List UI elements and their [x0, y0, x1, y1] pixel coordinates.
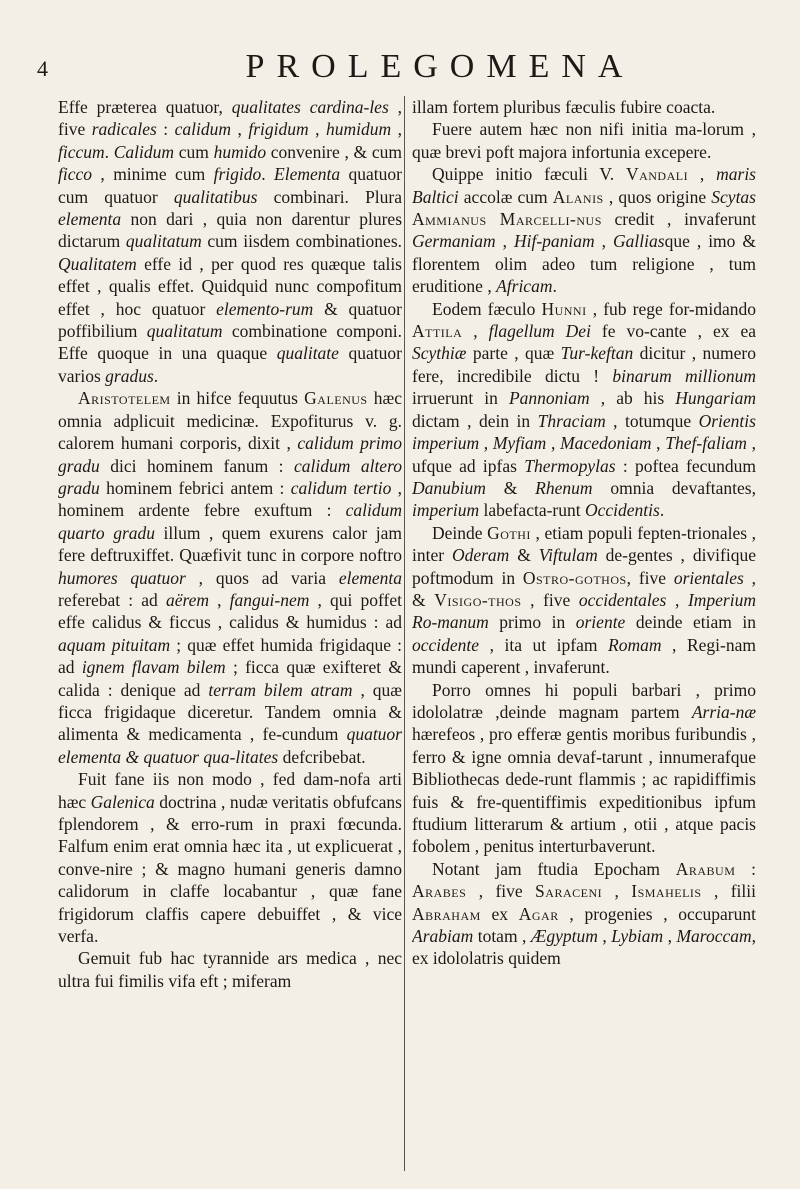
- text-run: ,: [688, 164, 717, 185]
- text-run: Effe prӕterea quatuor,: [58, 97, 232, 117]
- text-run: , quos ad varia: [185, 567, 339, 588]
- text-run: , five: [466, 881, 536, 902]
- text-run: ,: [479, 433, 493, 454]
- italic-text: elementa: [58, 209, 122, 230]
- paragraph: [412, 118, 756, 163]
- italic-text: frigido: [213, 164, 262, 185]
- text-run: Fuere autem hӕc non nifi initia ma-lorum , quӕ brevi poft majora infortunia excepere.: [412, 119, 756, 162]
- italic-text: binarum millionum: [612, 365, 756, 386]
- text-run: dicitur , numero fere, incredibile dictu !: [412, 343, 756, 386]
- text-run: , ab his: [589, 388, 676, 409]
- text-run: , hominem ardente febre exuftum :: [58, 477, 402, 521]
- text-run: Notant jam ftudia Epocham: [432, 858, 676, 879]
- left-column: [58, 96, 402, 1176]
- italic-text: Thef-faliam: [665, 433, 747, 454]
- text-run: ,: [462, 321, 489, 342]
- italic-text: Gallias: [613, 231, 665, 252]
- text-run: , qui poffet effe calidus & ficcus , calidus & humidus : ad: [58, 589, 402, 633]
- paragraph: [58, 96, 402, 387]
- italic-text: Lybiam: [611, 926, 664, 947]
- text-run: Porro omnes hi populi barbari , primo idololatrӕ ,deinde magnam partem: [412, 679, 756, 722]
- text-run: in hifce fequutus: [170, 388, 305, 409]
- text-run: primo in: [488, 612, 576, 633]
- italic-text: Myfiam: [492, 433, 547, 454]
- text-run: .: [104, 141, 114, 162]
- text-run: illam fortem pluribus fӕculis fubire coacta.: [412, 97, 716, 117]
- italic-text: frigidum: [248, 119, 309, 140]
- italic-text: Scytas: [711, 186, 756, 207]
- italic-text: Maroccam: [676, 926, 752, 947]
- italic-text: qualitatum: [146, 321, 223, 342]
- italic-text: ficco: [58, 164, 93, 185]
- text-run: Gemuit fub hac tyrannide ars medica , nec ultra fui fimilis vifa eft ; miferam: [58, 948, 402, 991]
- italic-text: Elementa: [274, 164, 341, 185]
- text-run: omnia devaftantes,: [592, 477, 756, 498]
- text-run: Deinde: [432, 522, 488, 543]
- text-run: deinde etiam in: [625, 612, 756, 633]
- italic-text: Rhenum: [535, 477, 593, 498]
- small-caps-name: Attila: [412, 321, 463, 342]
- small-caps-name: Hunni: [541, 298, 587, 319]
- text-run: Quippe initio fӕculi V.: [432, 164, 626, 185]
- text-run: doctrina , nudӕ veritatis obfufcans fplendorem , & erro-rum in praxi fœcunda. Falfum enim erat omnia hӕc ita , ut explicuerat , conve-nire ; & magno humani generis damno calidorum in claffe locabantur , quӕ fane frigidorum claffis capere debuiffet , & vice verfa.: [58, 791, 402, 947]
- paragraph: [412, 522, 756, 679]
- italic-text: radicales: [91, 119, 157, 140]
- running-title: PROLEGOMENA: [245, 48, 635, 85]
- italic-text: fangui-nem: [229, 589, 310, 610]
- italic-text: Imperium Ro-manum: [412, 589, 756, 633]
- paragraph: [58, 387, 402, 768]
- italic-text: Tur-keftan: [560, 343, 634, 364]
- small-caps-name: Visigo-thos: [434, 589, 522, 610]
- text-run: quatuor cum quatuor: [58, 164, 402, 207]
- text-run: combinatione componi. Effe quoque in una quaque: [58, 321, 402, 364]
- text-run: non dari , quia non darentur plures dictarum: [58, 209, 402, 252]
- italic-text: quatuor elementa & quatuor qua-litates: [58, 724, 402, 767]
- page-number: 4: [37, 56, 48, 81]
- italic-text: elementa: [338, 567, 402, 588]
- text-run: ,: [602, 881, 632, 902]
- small-caps-name: Gothi: [487, 522, 531, 543]
- text-run: dici hominem fanum :: [99, 455, 294, 476]
- text-run: ,: [651, 433, 666, 454]
- text-run: .: [261, 164, 275, 185]
- text-run: , fub rege for-midando: [586, 298, 756, 319]
- paragraph: [412, 298, 756, 522]
- paragraph: [412, 96, 756, 118]
- italic-text: Arria-nӕ: [691, 701, 756, 722]
- text-run: cum: [174, 141, 214, 162]
- italic-text: Hif-paniam: [513, 231, 595, 252]
- italic-text: Oderam: [451, 545, 510, 566]
- text-run: :: [156, 119, 175, 140]
- text-run: irruerunt in: [412, 388, 509, 409]
- small-caps-name: Ostro-gothos: [522, 567, 627, 588]
- italic-text: Viftulam: [538, 545, 598, 566]
- text-run: &: [485, 477, 536, 498]
- text-run: , quos origine: [603, 186, 712, 207]
- text-run: dictam , dein in: [412, 410, 538, 431]
- italic-text: terram bilem atram: [208, 679, 353, 700]
- small-caps-name: Arabum: [675, 858, 736, 879]
- italic-text: calidum: [174, 119, 232, 140]
- italic-text: ficcum: [58, 141, 105, 162]
- italic-text: Hungariam: [675, 388, 756, 409]
- paragraph: [412, 679, 756, 858]
- text-run: & quatuor poffibilium: [58, 298, 402, 342]
- italic-text: Galenica: [90, 791, 155, 812]
- text-run: , totumque: [605, 410, 699, 431]
- small-caps-name: Ismahelis: [631, 881, 702, 902]
- text-run: ,: [663, 926, 677, 947]
- text-run: defcribebat.: [278, 746, 366, 767]
- text-run: , minime cum: [92, 164, 214, 185]
- italic-text: Pannoniam: [508, 388, 590, 409]
- text-run: : poftea fecundum: [615, 455, 756, 476]
- paragraph: [412, 858, 756, 970]
- italic-text: aërem: [165, 589, 210, 610]
- text-run: accolӕ cum: [458, 186, 553, 207]
- small-caps-name: Aristotelem: [78, 388, 171, 409]
- text-run: cum iisdem combinationes.: [201, 231, 402, 252]
- italic-text: Ægyptum: [530, 926, 598, 947]
- small-caps-name: Vandali: [625, 164, 689, 185]
- italic-text: elemento-rum: [216, 298, 314, 319]
- italic-text: humores quatuor: [58, 567, 186, 588]
- page-header: [0, 48, 800, 92]
- italic-text: maris Baltici: [412, 164, 756, 207]
- text-run: labefacta-runt: [479, 500, 585, 521]
- text-run: Eodem fӕculo: [432, 298, 542, 319]
- italic-text: Orientis imperium: [412, 410, 756, 454]
- text-run: , ufque ad ipfas: [412, 433, 756, 476]
- italic-text: Romam: [608, 634, 662, 655]
- italic-text: Occidentis: [584, 500, 660, 521]
- small-caps-name: Arabes: [412, 881, 467, 902]
- text-run: , Regi-nam mundi caperent , invaferunt.: [412, 634, 756, 678]
- italic-text: calidum tertio: [290, 477, 392, 498]
- text-run: Fuit fane iis non modo , fed dam-nofa arti hӕc: [58, 769, 402, 812]
- italic-text: Calidum: [113, 141, 175, 162]
- text-run: fe vo-cante , ex ea: [590, 321, 756, 342]
- italic-text: Macedoniam: [560, 433, 652, 454]
- small-caps-name: Abraham: [412, 903, 481, 924]
- text-run: ,: [495, 231, 514, 252]
- text-run: que , imo & florentem olim adeo tum religione , tum eruditione ,: [412, 231, 756, 297]
- text-run: totam ,: [473, 926, 531, 947]
- italic-text: occidentales: [578, 589, 667, 610]
- text-run: ; quӕ effet humida frigidaque : ad: [58, 634, 402, 678]
- text-run: effe id , per quod res quӕque talis effet , qualis effet. Quidquid nunc compofitum effet , hoc quatuor: [58, 253, 402, 319]
- italic-text: humidum: [326, 119, 392, 140]
- italic-text: calidum altero gradu: [58, 455, 402, 498]
- small-caps-name: Alanis: [552, 186, 604, 207]
- text-run: combinari. Plura: [257, 186, 402, 207]
- italic-text: ignem flavam bilem: [81, 657, 226, 678]
- text-run: , ita ut ipfam: [479, 634, 609, 655]
- text-run: referebat : ad: [58, 589, 166, 610]
- text-run: ,: [597, 926, 612, 947]
- italic-text: qualitate: [276, 343, 339, 364]
- right-column: [412, 96, 756, 1176]
- italic-text: flagellum Dei: [488, 321, 591, 342]
- italic-text: calidum primo gradu: [58, 433, 402, 476]
- paragraph: [58, 947, 402, 992]
- text-run: , five: [58, 97, 402, 140]
- text-run: ex: [480, 903, 519, 924]
- italic-text: Thraciam: [537, 410, 606, 431]
- italic-text: Qualitatem: [58, 253, 137, 274]
- italic-text: Arabiam: [412, 926, 474, 947]
- italic-text: orientales: [673, 567, 744, 588]
- italic-text: qualitatibus: [173, 186, 258, 207]
- text-run: ; ficca quӕ exifteret & calida : denique ad: [58, 657, 402, 700]
- paragraph: [58, 768, 402, 947]
- small-caps-name: Galenus: [304, 388, 368, 409]
- text-run: .: [552, 276, 557, 297]
- text-run: quatuor varios: [58, 343, 402, 386]
- italic-text: Germaniam: [412, 231, 496, 252]
- text-run: hӕrefeos , pro efferӕ gentis moribus furibundis , ferro & igne omnia devaf-tarunt , innumerafque Bibliothecas dede-runt flammis ; ac rapidiffimis fuis & fre-quentiffimis expeditionibus ipfum ftudium litterarum & artium , otii , atque pacis fobolem , penitus interturbaverunt.: [412, 724, 756, 857]
- italic-text: gradus: [105, 365, 154, 386]
- text-run: , ex idololatris quidem: [412, 926, 756, 969]
- italic-text: Thermopylas: [524, 455, 616, 476]
- text-run: ,: [308, 119, 326, 140]
- text-run: , progenies , occuparunt: [558, 903, 756, 924]
- italic-text: calidum quarto gradu: [58, 500, 402, 543]
- italic-text: qualitatum: [125, 231, 202, 252]
- text-run: ,: [594, 231, 614, 252]
- text-run: .: [659, 500, 665, 521]
- text-run: ,: [666, 589, 688, 610]
- text-run: hominem febrici antem :: [99, 477, 291, 498]
- text-run: &: [509, 545, 539, 566]
- text-run: illum , quem exurens calor jam fere deftruxiffet. Quӕfivit tunc in corpore noftro: [58, 522, 402, 566]
- italic-text: Danubium: [412, 477, 486, 498]
- text-run: convenire , & cum: [266, 141, 402, 162]
- text-run: de-gentes , divifique poftmodum in: [412, 545, 756, 588]
- text-run: .: [153, 365, 159, 386]
- italic-text: imperium: [412, 500, 480, 521]
- italic-text: oriente: [575, 612, 626, 633]
- text-run: , filii: [701, 881, 756, 902]
- text-run: ,: [209, 589, 230, 610]
- text-run: credit , invaferunt: [601, 209, 756, 230]
- italic-text: humido: [213, 141, 267, 162]
- text-run: , five: [521, 589, 579, 610]
- text-run: ,: [546, 433, 561, 454]
- italic-text: qualitates cardina-les: [231, 97, 389, 117]
- italic-text: Africam: [496, 276, 553, 297]
- text-run: parte , quӕ: [466, 343, 561, 364]
- column-divider: [404, 96, 405, 1171]
- text-run: , &: [412, 567, 756, 610]
- small-caps-name: Agar: [518, 903, 559, 924]
- text-run: :: [735, 858, 756, 879]
- italic-text: aquam pituitam: [58, 634, 171, 655]
- italic-text: occidente: [412, 634, 480, 655]
- small-caps-name: Ammianus Marcelli-nus: [412, 209, 602, 230]
- text-run: , quӕ ficca frigidaque diceretur. Tandem omnia & alimenta & medicamenta , fe-cundum: [58, 679, 402, 745]
- text-run: hӕc omnia adplicuit medicinӕ. Expofiturus v. g. calorem humani corporis, dixit ,: [58, 388, 402, 454]
- paragraph: [412, 163, 756, 297]
- text-run: ,: [391, 119, 402, 140]
- small-caps-name: Saraceni: [535, 881, 603, 902]
- text-run: ,: [231, 119, 249, 140]
- italic-text: Scythiӕ: [412, 343, 467, 364]
- text-run: , etiam populi fepten-trionales , inter: [412, 522, 756, 566]
- text-run: , five: [626, 567, 674, 588]
